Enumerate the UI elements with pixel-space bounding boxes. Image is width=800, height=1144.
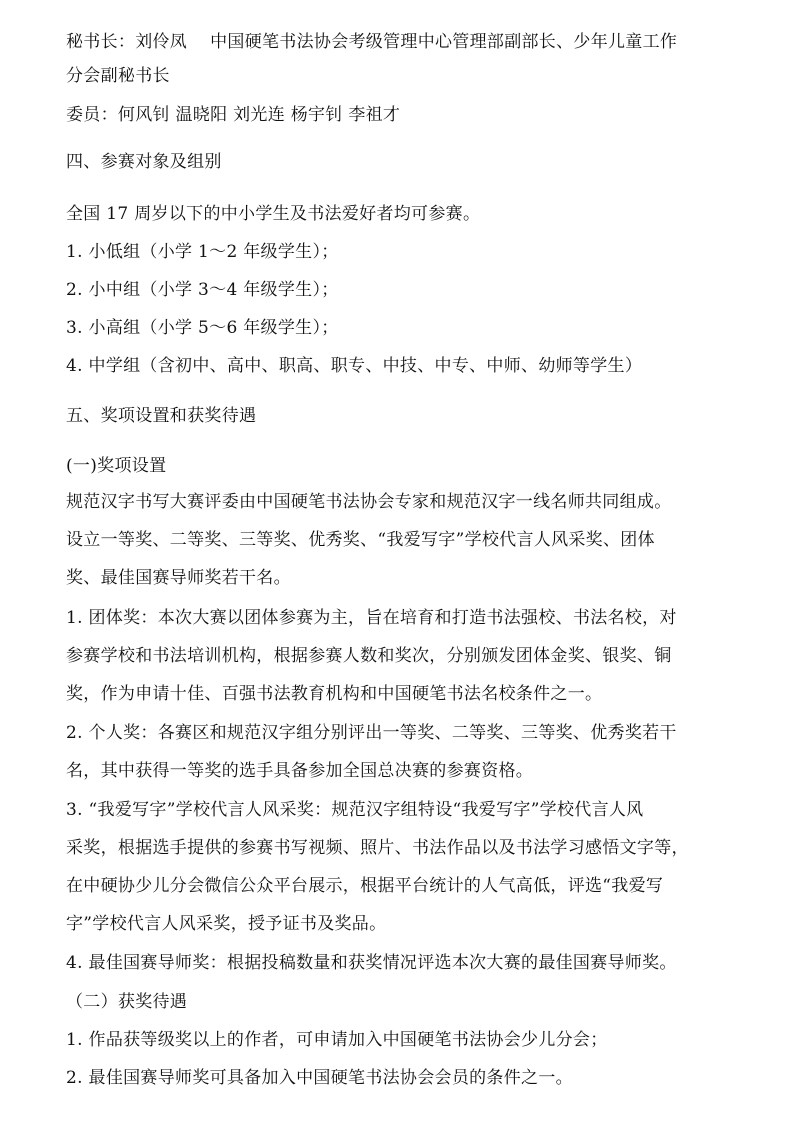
paragraph-judges: 规范汉字书写大赛评委由中国硬笔书法协会专家和规范汉字一线名师共同组成。 — [66, 492, 672, 512]
secretary-general-line: 秘书长：刘伶凤 中国硬笔书法协会考级管理中心管理部副部长、少年儿童工作 — [66, 32, 678, 52]
list-item-benefit-2: 2. 最佳国赛导师奖可具备加入中国硬笔书法协会会员的条件之一。 — [66, 1068, 573, 1088]
list-item-group-4: 4. 中学组（含初中、高中、职高、职专、中技、中专、中师、幼师等学生） — [66, 356, 643, 376]
section-heading-participants: 四、参赛对象及组别 — [66, 152, 222, 172]
list-item-ambassador-award-cont-3: 字”学校代言人风采奖，授予证书及奖品。 — [66, 914, 387, 934]
committee-members-line: 委员：何风钊 温晓阳 刘光连 杨宇钊 李祖才 — [66, 105, 401, 125]
list-item-ambassador-award-cont-1: 采奖，根据选手提供的参赛书写视频、照片、书法作品以及书法学习感悟文字等， — [66, 838, 689, 858]
list-item-individual-award-cont: 名，其中获得一等奖的选手具备参加全国总决赛的参赛资格。 — [66, 761, 534, 781]
list-item-team-award-cont-1: 参赛学校和书法培训机构，根据参赛人数和奖次，分别颁发团体金奖、银奖、铜 — [66, 646, 672, 666]
secretary-general-line-cont: 分会副秘书长 — [66, 66, 170, 86]
paragraph-awards-list: 设立一等奖、二等奖、三等奖、优秀奖、“我爱写字”学校代言人风采奖、团体 — [66, 530, 655, 550]
paragraph-eligibility: 全国 17 周岁以下的中小学生及书法爱好者均可参赛。 — [66, 204, 481, 224]
list-item-group-3: 3. 小高组（小学 5～6 年级学生）； — [66, 318, 339, 338]
list-item-team-award-cont-2: 奖，作为申请十佳、百强书法教育机构和中国硬笔书法名校条件之一。 — [66, 684, 603, 704]
subsection-heading-award-settings: (一)奖项设置 — [66, 456, 167, 476]
list-item-benefit-1: 1. 作品获等级奖以上的作者，可申请加入中国硬笔书法协会少儿分会； — [66, 1030, 608, 1050]
list-item-group-2: 2. 小中组（小学 3～4 年级学生）； — [66, 280, 339, 300]
list-item-team-award: 1. 团体奖：本次大赛以团体参赛为主，旨在培育和打造书法强校、书法名校，对 — [66, 608, 677, 628]
list-item-ambassador-award-cont-2: 在中硬协少儿分会微信公众平台展示，根据平台统计的人气高低，评选“我爱写 — [66, 876, 664, 896]
section-heading-awards: 五、奖项设置和获奖待遇 — [66, 406, 257, 426]
paragraph-awards-list-cont: 奖、最佳国赛导师奖若干名。 — [66, 568, 291, 588]
list-item-ambassador-award: 3. “我爱写字”学校代言人风采奖：规范汉字组特设“我爱写字”学校代言人风 — [66, 800, 644, 820]
list-item-mentor-award: 4. 最佳国赛导师奖：根据投稿数量和获奖情况评选本次大赛的最佳国赛导师奖。 — [66, 953, 677, 973]
list-item-group-1: 1. 小低组（小学 1～2 年级学生）； — [66, 242, 339, 262]
subsection-heading-benefits: （二）获奖待遇 — [66, 992, 188, 1012]
list-item-individual-award: 2. 个人奖：各赛区和规范汉字组分别评出一等奖、二等奖、三等奖、优秀奖若干 — [66, 723, 677, 743]
